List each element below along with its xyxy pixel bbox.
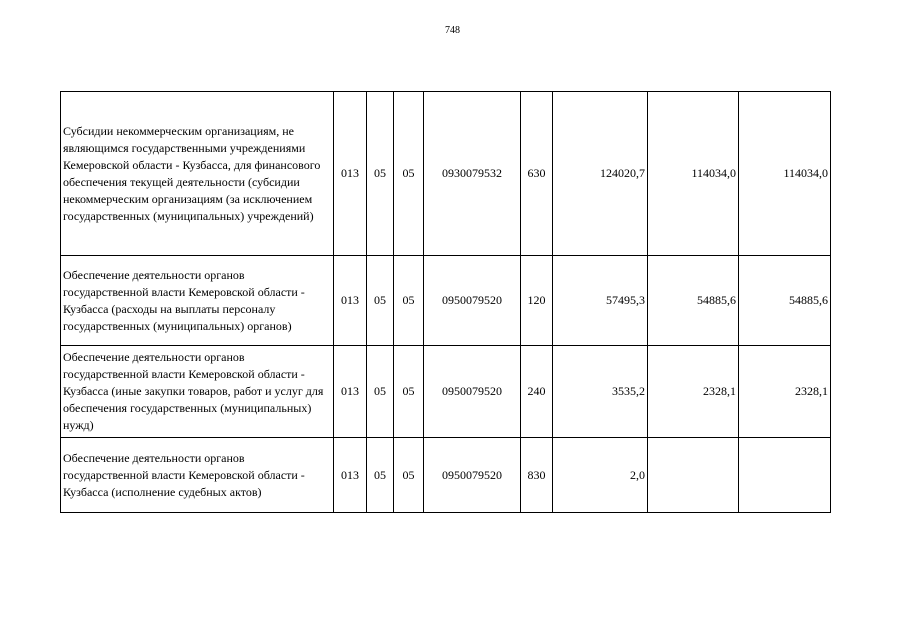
section-code-cell: 05 <box>367 346 394 438</box>
target-article-cell: 0950079520 <box>424 438 521 513</box>
page-number: 748 <box>445 25 460 36</box>
expense-type-cell: 120 <box>521 256 553 346</box>
amount-1-cell: 3535,2 <box>553 346 648 438</box>
ministry-code-cell: 013 <box>334 92 367 256</box>
amount-3-cell <box>739 438 831 513</box>
target-article-cell: 0930079532 <box>424 92 521 256</box>
subsection-code-cell: 05 <box>394 438 424 513</box>
expense-type-cell: 240 <box>521 346 553 438</box>
section-code-cell: 05 <box>367 438 394 513</box>
amount-1-cell: 124020,7 <box>553 92 648 256</box>
target-article-cell: 0950079520 <box>424 346 521 438</box>
section-code-cell: 05 <box>367 92 394 256</box>
amount-2-cell: 2328,1 <box>648 346 739 438</box>
expense-name-cell: Обеспечение деятельности органов государственной власти Кемеровской области - Кузбасса (расходы на выплаты персоналу государственных (муниципальных) органов) <box>61 256 334 346</box>
ministry-code-cell: 013 <box>334 256 367 346</box>
table-row <box>61 346 831 438</box>
subsection-code-cell: 05 <box>394 92 424 256</box>
amount-3-cell: 54885,6 <box>739 256 831 346</box>
section-code-cell: 05 <box>367 256 394 346</box>
ministry-code-cell: 013 <box>334 438 367 513</box>
table-row <box>61 256 831 346</box>
amount-2-cell: 54885,6 <box>648 256 739 346</box>
budget-table <box>60 91 831 513</box>
table-row <box>61 438 831 513</box>
subsection-code-cell: 05 <box>394 346 424 438</box>
table-row <box>61 92 831 256</box>
amount-3-cell: 2328,1 <box>739 346 831 438</box>
amount-1-cell: 57495,3 <box>553 256 648 346</box>
expense-type-cell: 630 <box>521 92 553 256</box>
expense-name-cell: Обеспечение деятельности органов государственной власти Кемеровской области - Кузбасса (исполнение судебных актов) <box>61 438 334 513</box>
expense-type-cell: 830 <box>521 438 553 513</box>
subsection-code-cell: 05 <box>394 256 424 346</box>
ministry-code-cell: 013 <box>334 346 367 438</box>
amount-2-cell: 114034,0 <box>648 92 739 256</box>
expense-name-cell: Обеспечение деятельности органов государственной власти Кемеровской области - Кузбасса (иные закупки товаров, работ и услуг для обеспечения государственных (муниципальных) нужд) <box>61 346 334 438</box>
expense-name-cell: Субсидии некоммерческим организациям, не являющимся государственными учреждениями Кемеровской области - Кузбасса, для финансового обеспечения текущей деятельности (субсидии некоммерческим организациям (за исключением государственных (муниципальных) учреждений) <box>61 92 334 256</box>
amount-3-cell: 114034,0 <box>739 92 831 256</box>
target-article-cell: 0950079520 <box>424 256 521 346</box>
amount-2-cell <box>648 438 739 513</box>
amount-1-cell: 2,0 <box>553 438 648 513</box>
